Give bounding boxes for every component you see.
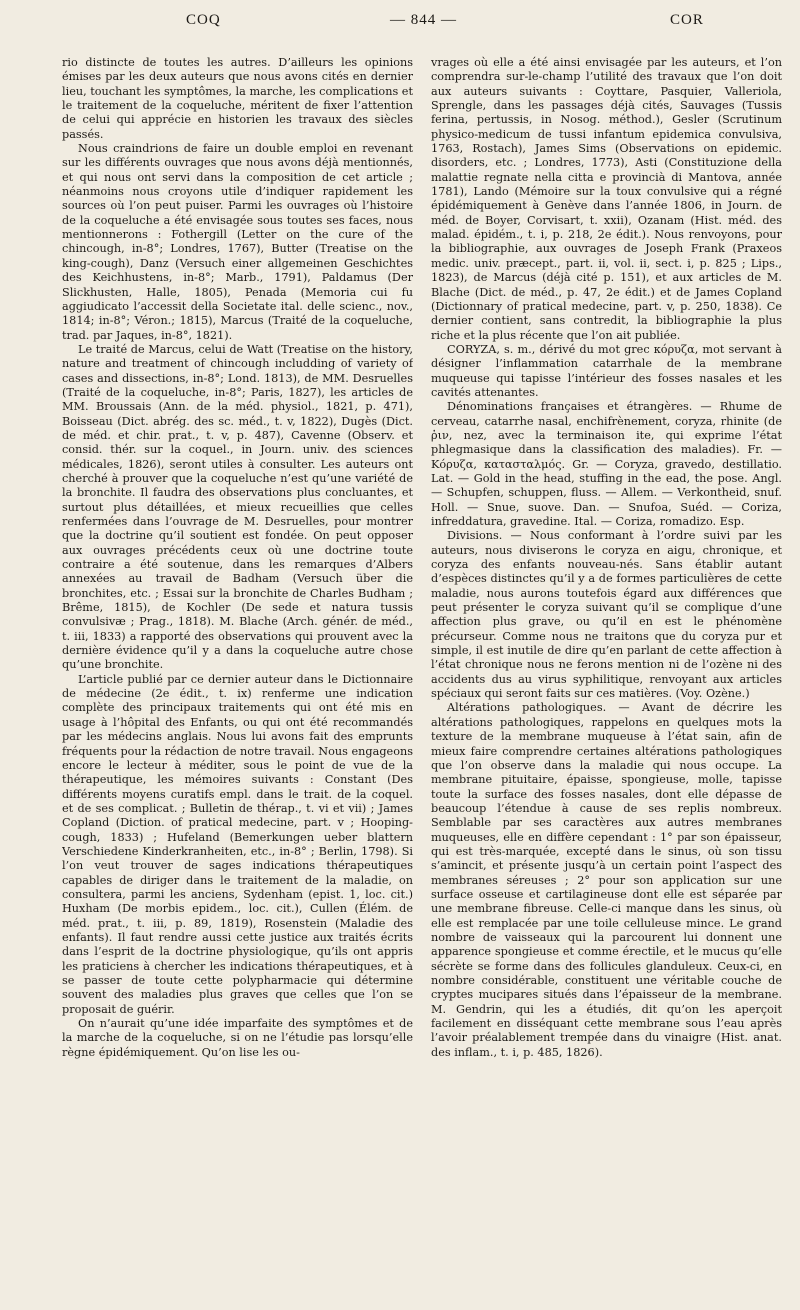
right-paragraph-4: Divisions. — Nous conformant à l’ordre suivi par les auteurs, nous diviserons le coryza en aigu, chronique, et coryza des enfants nouveau-nés. Sans établir autant d’espèces distinctes qu’il y a de formes particulières de cette maladie, nous aurons toutefois égard aux différences que peut présenter le coryza suivant qu’il se complique d’une affection plus grave, ou qu’il en est le phénomène précurseur. Comme nous ne traitons que du coryza pur et simple, il est inutile de dire qu’en parlant de cette affection à l’état chronique nous ne ferons mention ni de l’ozène ni des accidents dus au virus syphilitique, renvoyant aux articles spéciaux qui seront faits sur ces matières. (Voy. Ozène.) bbox=[431, 529, 782, 701]
header-left-word: COQ bbox=[186, 12, 221, 28]
running-header bbox=[60, 12, 760, 36]
text-columns bbox=[62, 56, 782, 1296]
right-paragraph-2: CORYZA, s. m., dérivé du mot grec κόρυζα, mot servant à désigner l’inflammation catarrhale de la membrane muqueuse qui tapisse l’intérieur des fosses nasales et les cavités attenantes. bbox=[431, 342, 782, 399]
left-column bbox=[62, 56, 413, 1296]
right-paragraph-5: Altérations pathologiques. — Avant de décrire les altérations pathologiques, rappelons en quelques mots la texture de la membrane muqueuse à l’état sain, afin de mieux faire comprendre certaines altérations pathologiques que l’on observe dans la maladie qui nous occupe. La membrane pituitaire, épaisse, spongieuse, molle, tapisse toute la surface des fosses nasales, dont elle dépasse de beaucoup l’étendue à cause de ses replis nombreux. Semblable par ses caractères aux autres membranes muqueuses, elle en diffère cependant : 1° par son épaisseur, qui est très-marquée, excepté dans le sinus, où son tissu s’amincit, et présente jusqu’à un certain point l’aspect des membranes séreuses ; 2° pour son application sur une surface osseuse et cartilagineuse dont elle est séparée par une membrane fibreuse. Celle-ci manque dans les sinus, où elle est remplacée par une toile celluleuse mince. Le grand nombre de vaisseaux qui la parcourent lui donnent une apparence spongieuse et comme érectile, et le mucus qu’elle sécrète se forme dans des follicules glanduleux. Ceux-ci, en nombre considérable, constituent une véritable couche de cryptes mucipares situés dans l’épaisseur de la membrane. M. Gendrin, qui les a étudiés, dit qu’on les aperçoit facilement en disséquant cette membrane sous l’eau après l’avoir préalablement trempée dans du vinaigre (Hist. anat. des inflam., t. i, p. 485, 1826). bbox=[431, 701, 782, 1059]
right-column bbox=[431, 56, 782, 1296]
right-paragraph-3: Dénominations françaises et étrangères. — Rhume de cerveau, catarrhe nasal, enchifrènement, coryza, rhinite (de ῥιν, nez, avec la terminaison ite, qui exprime l’état phlegmasique dans la classification des maladies). Fr. — Κόρυζα, κατασταλμός. Gr. — Coryza, gravedo, destillatio. Lat. — Gold in the head, stuffing in the ead, the pose. Angl. — Schupfen, schuppen, fluss. — Allem. — Verkontheid, snuf. Holl. — Snue, suove. Dan. — Snufoa, Suéd. — Coriza, infreddatura, gravedine. Ital. — Coriza, romadizo. Esp. bbox=[431, 400, 782, 528]
header-right-word: COR bbox=[670, 12, 704, 28]
left-paragraph-5: On n’aurait qu’une idée imparfaite des symptômes et de la marche de la coqueluche, si on ne l’étudie pas lorsqu’elle règne épidémiquement. Qu’on lise les ou- bbox=[62, 1017, 413, 1059]
left-paragraph-4: L’article publié par ce dernier auteur dans le Dictionnaire de médecine (2e édit., t. ix) renferme une indication complète des principaux traitements qui ont été mis en usage à l’hôpital des Enfants, ou qui ont été recommandés par les médecins anglais. Nous lui avons fait des emprunts fréquents pour la rédaction de notre travail. Nous engageons encore le lecteur à méditer, sous le point de vue de la thérapeutique, les mémoires suivants : Constant (Des différents moyens curatifs empl. dans le trait. de la coquel. et de ses complicat. ; Bulletin de thérap., t. vi et vii) ; James Copland (Diction. of pratical medecine, part. v ; Hooping-cough, 1833) ; Hufeland (Bemerkungen ueber blattern Verschiedene Kinderkranheiten, etc., in-8° ; Berlin, 1798). Si l’on veut trouver de sages indications thérapeutiques capables de diriger dans le traitement de la maladie, on consultera, parmi les anciens, Sydenham (epist. 1, loc. cit.) Huxham (De morbis epidem., loc. cit.), Cullen (Élém. de méd. prat., t. iii, p. 89, 1819), Rosenstein (Maladie des enfants). Il faut rendre aussi cette justice aux traités écrits dans l’esprit de la doctrine physiologique, qu’ils ont appris les praticiens à chercher les indications thérapeutiques, et à se passer de toute cette polypharmacie qui détermine souvent des maladies plus graves que celles que l’on se proposait de guérir. bbox=[62, 672, 413, 1016]
left-paragraph-3: Le traité de Marcus, celui de Watt (Treatise on the history, nature and treatment of chincough includding of variety of cases and dissections, in-8°; Lond. 1813), de MM. Desruelles (Traité de la coqueluche, in-8°; Paris, 1827), les articles de MM. Broussais (Ann. de la méd. physiol., 1821, p. 471), Boisseau (Dict. abrég. des sc. méd., t. v, 1822), Dugès (Dict. de méd. et chir. prat., t. v, p. 487), Cavenne (Observ. et consid. thér. sur la coquel., in Journ. univ. des sciences médicales, 1826), seront utiles à consulter. Les auteurs ont cherché à prouver que la coqueluche n’est qu’une variété de la bronchite. Il faudra des observations plus concluantes, et surtout plus détaillées, et mieux recueillies que celles renfermées dans l’ouvrage de M. Desruelles, pour montrer que la doctrine qu’il soutient est fondée. On peut opposer aux ouvrages précédents ceux où une doctrine toute contraire a été soutenue, dans les remarques d’Albers annexées au travail de Badham (Versuch über die bronchites, etc. ; Essai sur la bronchite de Charles Budham ; Brême, 1815), de Kochler (De sede et natura tussis convulsivæ ; Prag., 1818). M. Blache (Arch. génér. de méd., t. iii, 1833) a rapporté des observations qui prouvent avec la dernière évidence qu’il y a dans la coqueluche autre chose qu’une bronchite. bbox=[62, 342, 413, 672]
page-number: — 844 — bbox=[390, 12, 457, 28]
left-paragraph-2: Nous craindrions de faire un double emploi en revenant sur les différents ouvrages que nous avons déjà mentionnés, et qui nous ont servi dans la composition de cet article ; néanmoins nous croyons utile d’indiquer rapidement les sources où l’on peut puiser. Parmi les ouvrages où l’histoire de la coqueluche a été envisagée sous toutes ses faces, nous mentionnerons : Fothergill (Letter on the cure of the chincough, in-8°; Londres, 1767), Butter (Treatise on the king-cough), Danz (Versuch einer allgemeinen Geschichtes des Keichhustens, in-8°; Marb., 1791), Paldamus (Der Slickhusten, Halle, 1805), Penada (Memoria cui fu aggiudicato l’accessit della Societate ital. delle scienc., nov., 1814; in-8°; Véron.; 1815), Marcus (Traité de la coqueluche, trad. par Jaques, in-8°, 1821). bbox=[62, 142, 413, 342]
left-paragraph-1: rio distincte de toutes les autres. D’ailleurs les opinions émises par les deux auteurs que nous avons cités en dernier lieu, touchant les symptômes, la marche, les complications et le traitement de la coqueluche, méritent de fixer l’attention de celui qui apprécie en historien les travaux des siècles passés. bbox=[62, 56, 413, 141]
right-paragraph-1: vrages où elle a été ainsi envisagée par les auteurs, et l’on comprendra sur-le-champ l’utilité des travaux que l’on doit aux auteurs suivants : Coyttare, Pasquier, Valleriola, Sprengle, dans les passages déjà cités, Sauvages (Tussis ferina, pertussis, in Nosog. méthod.), Gesler (Scrutinum physico-medicum de tussi infantum epidemica convulsiva, 1763, Rostach), James Sims (Observations on epidemic. disorders, etc. ; Londres, 1773), Asti (Constituzione della malattie regnate nella citta e provincià di Mantova, année 1781), Lando (Mémoire sur la toux convulsive qui a régné épidémiquement à Genève dans l’année 1806, in Journ. de méd. de Boyer, Corvisart, t. xxii), Ozanam (Hist. méd. des malad. épidém., t. i, p. 218, 2e édit.). Nous renvoyons, pour la bibliographie, aux ouvrages de Joseph Frank (Praxeos medic. univ. præcept., part. ii, vol. ii, sect. i, p. 825 ; Lips., 1823), de Marcus (déjà cité p. 151), et aux articles de M. Blache (Dict. de méd., p. 47, 2e édit.) et de James Copland (Dictionnary of pratical medecine, part. v, p. 250, 1838). Ce dernier contient, sans contredit, la bibliographie la plus riche et la plus récente que l’on ait publiée. bbox=[431, 56, 782, 342]
